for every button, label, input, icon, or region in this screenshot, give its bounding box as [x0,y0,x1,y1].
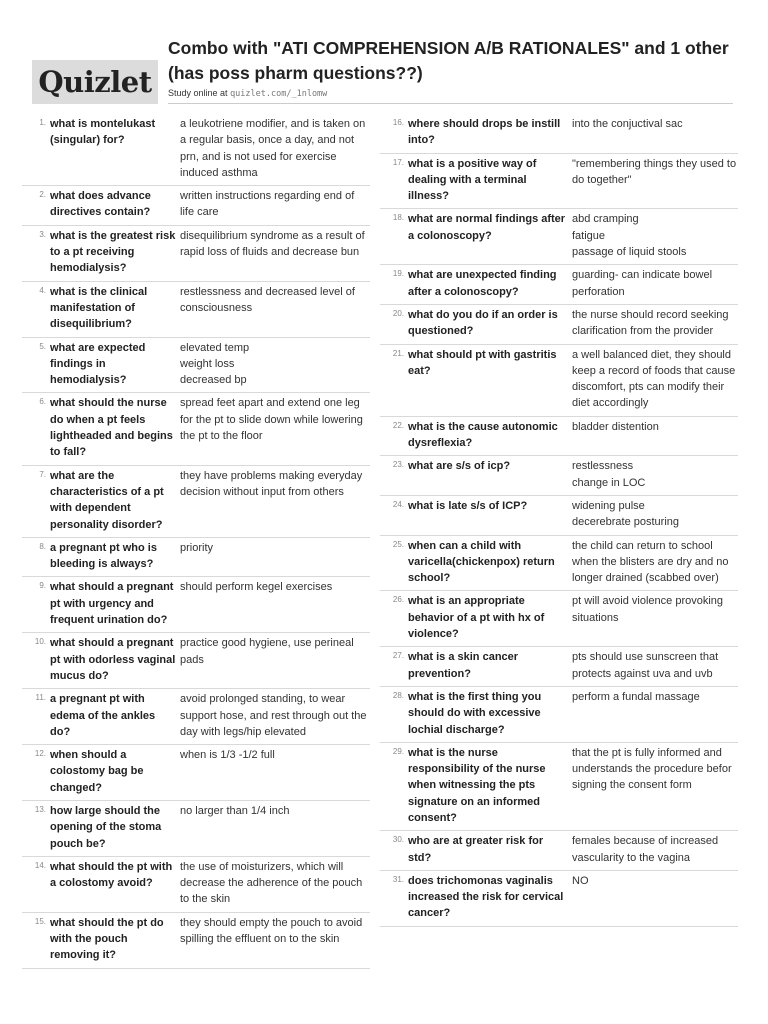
card-definition: into the conjuctival sac [572,118,683,130]
flashcard-row [380,496,738,536]
card-term: what is an appropriate behavior of a pt with hx of violence? [408,595,545,641]
flashcard-row [22,282,370,338]
page-title: Combo with "ATI COMPREHENSION A/B RATIONALES" and 1 other (has poss pharm questions??) [168,38,729,83]
flashcard-row [22,393,370,465]
card-definition: pt will avoid violence provoking situations [572,595,724,624]
card-number: 10. [34,637,46,647]
flashcard-row [380,345,738,417]
card-term: who are at greater risk for std? [408,835,544,864]
card-definition: they have problems making everyday decision without input from others [180,469,363,498]
card-number: 19. [392,269,404,279]
flashcard-row [22,466,370,538]
card-definition: NO [572,874,589,887]
card-definition: disequilibrium syndrome as a result of rapid loss of fluids and decrease bun [180,229,365,259]
card-definition: abd cramping fatigue passage of liquid stools [572,213,687,259]
flashcard-row [380,743,738,831]
card-term: what should the pt with a colostomy avoid? [50,860,173,890]
card-term: does trichomonas vaginalis increased the risk for cervical cancer? [408,874,564,920]
card-term: what should a pregnant pt with odorless vaginal mucus do? [50,637,176,682]
card-number: 20. [392,308,404,318]
card-definition: should perform kegel exercises [180,581,333,594]
card-number: 16. [392,118,404,127]
header-divider [168,103,733,104]
card-definition: the use of moisturizers, which will decrease the adherence of the pouch to the skin [180,860,363,906]
card-term: what is a skin cancer prevention? [408,651,519,680]
card-term: what should a pregnant pt with urgency and frequent urination do? [50,581,174,627]
card-number: 22. [392,420,404,430]
flashcard-row [22,857,370,913]
card-definition: written instructions regarding end of life care [180,190,355,219]
flashcard-row [380,114,738,154]
card-number: 6. [39,397,46,407]
card-definition: spread feet apart and extend one leg for the pt to slide down while lowering the pt to the floor [180,397,363,443]
card-definition: the nurse should record seeking clarification from the provider [572,308,729,338]
flashcard-row [22,577,370,633]
study-online-line [168,88,327,99]
flashcard-row [22,689,370,745]
card-term: what is the cause autonomic dysreflexia? [408,420,558,450]
card-number: 24. [392,499,404,509]
card-term: what should the pt do with the pouch removing it? [50,916,164,962]
card-definition: a well balanced diet, they should keep a record of foods that cause discomfort, pts can modify their diet accordingly [572,348,736,410]
card-definition: no larger than 1/4 inch [180,804,290,817]
card-term: how large should the opening of the stoma pouch be? [50,804,162,850]
card-number: 14. [34,860,46,870]
card-term: what is the nurse responsibility of the nurse when witnessing the pts signature on an informed consent? [408,746,546,824]
card-definition: the child can return to school when the blisters are dry and no longer drained (scabbed over) [572,539,729,585]
card-term: a pregnant pt who is bleeding is always? [50,541,157,571]
logo-text: Quizlet [38,65,152,99]
card-number: 13. [34,804,46,814]
flashcard-row [380,591,738,647]
flashcard-row [22,338,370,394]
card-definition: guarding- can indicate bowel perforation [572,269,713,298]
card-number: 12. [34,749,46,759]
card-term: what does advance directives contain? [50,190,151,219]
card-term: when can a child with varicella(chickenpox) return school? [408,539,555,585]
card-number: 17. [392,157,404,167]
card-definition: widening pulse decerebrate posturing [572,499,680,529]
card-definition: elevated temp weight loss decreased bp [180,341,250,387]
study-online-label: Study online at [168,88,228,98]
flashcard-row [22,913,370,969]
card-number: 8. [39,541,46,551]
card-term: what are normal findings after a colonoscopy? [408,213,566,242]
flashcard-row [380,154,738,210]
card-number: 2. [39,190,46,200]
card-definition: bladder distention [572,420,659,433]
card-number: 27. [392,651,404,661]
flashcard-row [380,417,738,457]
flashcard-row [380,687,738,743]
flashcard-row [380,536,738,592]
card-number: 15. [34,916,46,926]
card-definition: restlessness change in LOC [572,460,646,489]
flashcard-row [22,538,370,578]
card-number: 1. [39,118,46,127]
card-term: a pregnant pt with edema of the ankles do? [50,693,156,738]
flashcard-row [22,226,370,282]
card-term: what is the first thing you should do with excessive lochial discharge? [408,690,542,736]
card-definition: restlessness and decreased level of consciousness [180,285,355,314]
flashcard-row [22,801,370,857]
flashcard-row [380,831,738,871]
flashcard-row [380,871,738,927]
card-term: what should the nurse do when a pt feels lightheaded and begins to fall? [50,397,173,459]
card-number: 23. [392,460,404,470]
card-term: where should drops be instill into? [408,118,561,147]
flashcard-row [380,305,738,345]
flashcard-row [22,186,370,226]
flashcard-row [22,745,370,801]
card-definition: pts should use sunscreen that protects against uva and uvb [572,651,719,680]
card-term: what is the clinical manifestation of disequilibrium? [50,285,148,331]
card-number: 18. [392,213,404,223]
card-term: what are the characteristics of a pt with dependent personality disorder? [50,469,164,531]
card-number: 30. [392,835,404,845]
right-card-column [380,114,738,927]
card-number: 5. [39,341,46,351]
card-term: what is the greatest risk to a pt receiving hemodialysis? [50,229,176,275]
card-term: what are unexpected finding after a colonoscopy? [408,269,557,298]
flashcard-row [380,265,738,305]
card-definition: they should empty the pouch to avoid spilling the effluent on to the skin [180,916,363,946]
card-definition: "remembering things they used to do together" [572,157,737,186]
card-number: 4. [39,285,46,295]
card-definition: females because of increased vascularity to the vagina [572,835,719,864]
card-term: what are expected findings in hemodialysis? [50,341,146,387]
card-number: 31. [392,874,404,884]
card-definition: priority [180,541,214,554]
card-term: what is montelukast (singular) for? [50,118,156,147]
left-card-column [22,114,370,969]
study-url-link[interactable]: quizlet.com/_1nlomw [230,89,328,99]
card-number: 11. [35,693,46,703]
flashcard-row [22,114,370,186]
card-term: what are s/s of icp? [408,460,511,473]
card-definition: a leukotriene modifier, and is taken on a regular basis, once a day, and not prn, and is not used for exercise induced asthma [180,118,366,179]
card-number: 28. [392,690,404,700]
card-definition: when is 1/3 -1/2 full [180,749,275,762]
card-number: 21. [392,348,404,358]
card-definition: perform a fundal massage [572,690,700,703]
card-definition: avoid prolonged standing, to wear support hose, and rest through out the day with legs/hip elevated [180,693,367,738]
card-term: what should pt with gastritis eat? [408,348,557,377]
card-number: 7. [39,469,46,479]
card-term: what do you do if an order is questioned? [408,308,558,338]
card-number: 29. [392,746,404,756]
card-number: 3. [39,229,46,239]
card-number: 9. [39,581,46,591]
card-definition: that the pt is fully informed and understands the procedure befor signing the consent form [572,746,732,792]
card-definition: practice good hygiene, use perineal pads [180,637,354,666]
card-term: what is a positive way of dealing with a terminal illness? [408,157,537,203]
flashcard-row [380,647,738,687]
flashcard-row [22,633,370,689]
card-number: 25. [392,539,404,549]
flashcard-row [380,209,738,265]
card-term: what is late s/s of ICP? [408,499,528,512]
card-term: when should a colostomy bag be changed? [50,749,144,794]
quizlet-logo[interactable] [32,60,158,104]
card-number: 26. [392,595,404,605]
flashcard-row [380,456,738,496]
